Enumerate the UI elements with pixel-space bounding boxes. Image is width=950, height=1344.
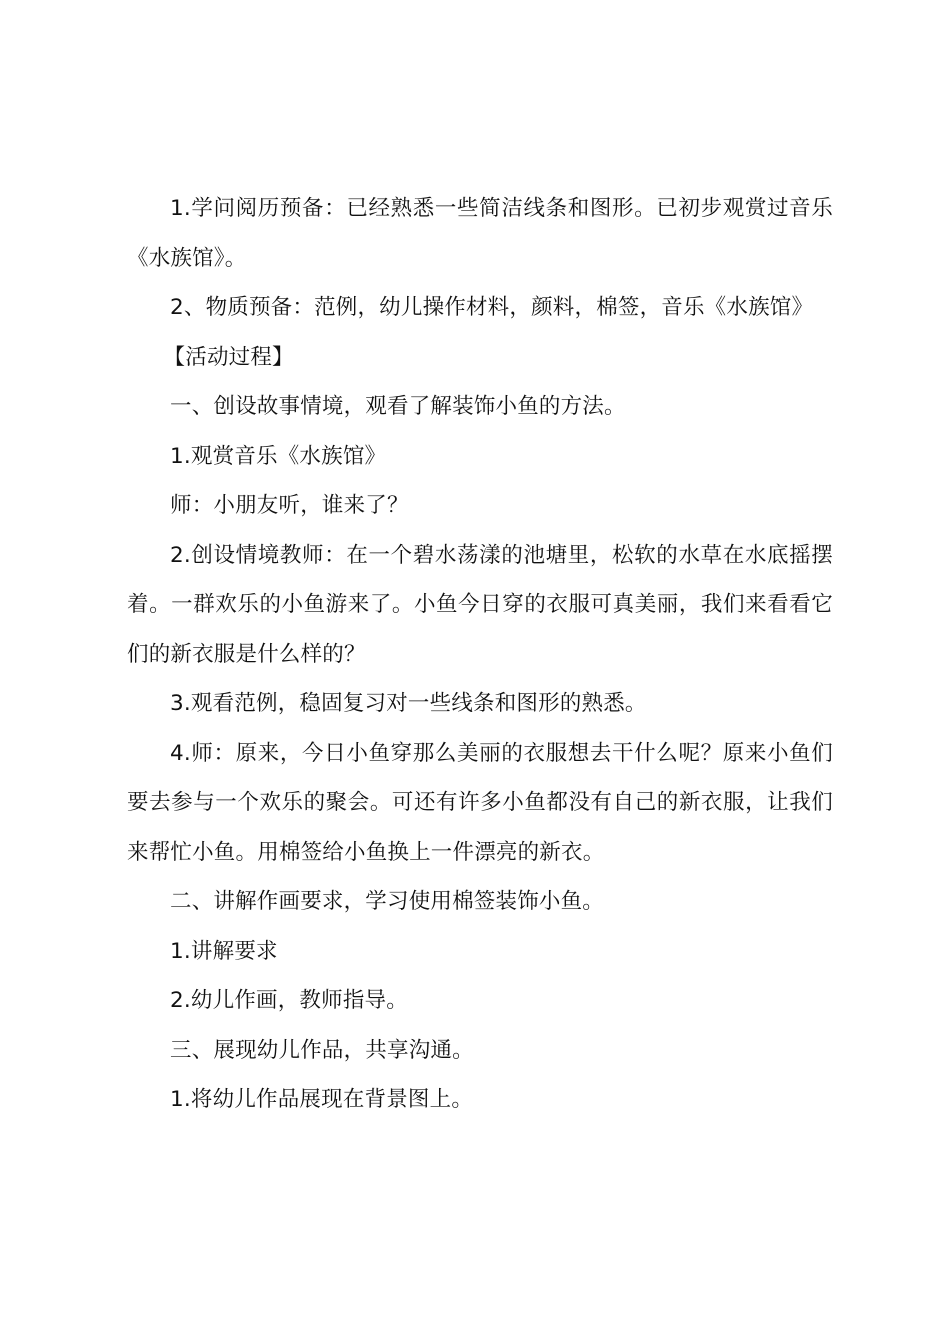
paragraph-teacher-story: 4.师：原来，今日小鱼穿那么美丽的衣服想去干什么呢？原来小鱼们要去参与一个欢乐的聚会。可还有许多小鱼都没有自己的新衣服，让我们来帮忙小鱼。用棉签给小鱼换上一件漂亮的新衣。	[127, 740, 833, 865]
paragraph-view-examples: 3.观看范例，稳固复习对一些线条和图形的熟悉。	[170, 691, 647, 716]
section-heading-activity-process: 【活动过程】	[163, 344, 294, 370]
paragraph-step-three-title: 三、展现幼儿作品，共享沟通。	[170, 1037, 474, 1063]
paragraph-children-drawing: 2.幼儿作画，教师指导。	[170, 988, 408, 1013]
paragraph-display-works: 1.将幼儿作品展现在背景图上。	[170, 1087, 474, 1112]
paragraph-preparation-materials: 2、物质预备：范例，幼儿操作材料，颜料，棉签，音乐《水族馆》	[170, 295, 814, 320]
paragraph-step-one-title: 一、创设故事情境，观看了解装饰小鱼的方法。	[170, 394, 626, 419]
document-body	[127, 184, 833, 1125]
paragraph-teacher-question: 师：小朋友听，谁来了？	[170, 493, 409, 518]
paragraph-step-two-title: 二、讲解作画要求，学习使用棉签装饰小鱼。	[170, 889, 605, 914]
paragraph-preparation-knowledge: 1.学问阅历预备：已经熟悉一些简洁线条和图形。已初步观赏过音乐《水族馆》。	[127, 196, 833, 271]
paragraph-listen-music: 1.观赏音乐《水族馆》	[170, 443, 387, 469]
paragraph-explain-requirements: 1.讲解要求	[170, 938, 278, 964]
paragraph-create-scenario: 2.创设情境教师：在一个碧水荡漾的池塘里，松软的水草在水底摇摆着。一群欢乐的小鱼游来了。小鱼今日穿的衣服可真美丽，我们来看看它们的新衣服是什么样的？	[127, 542, 833, 667]
